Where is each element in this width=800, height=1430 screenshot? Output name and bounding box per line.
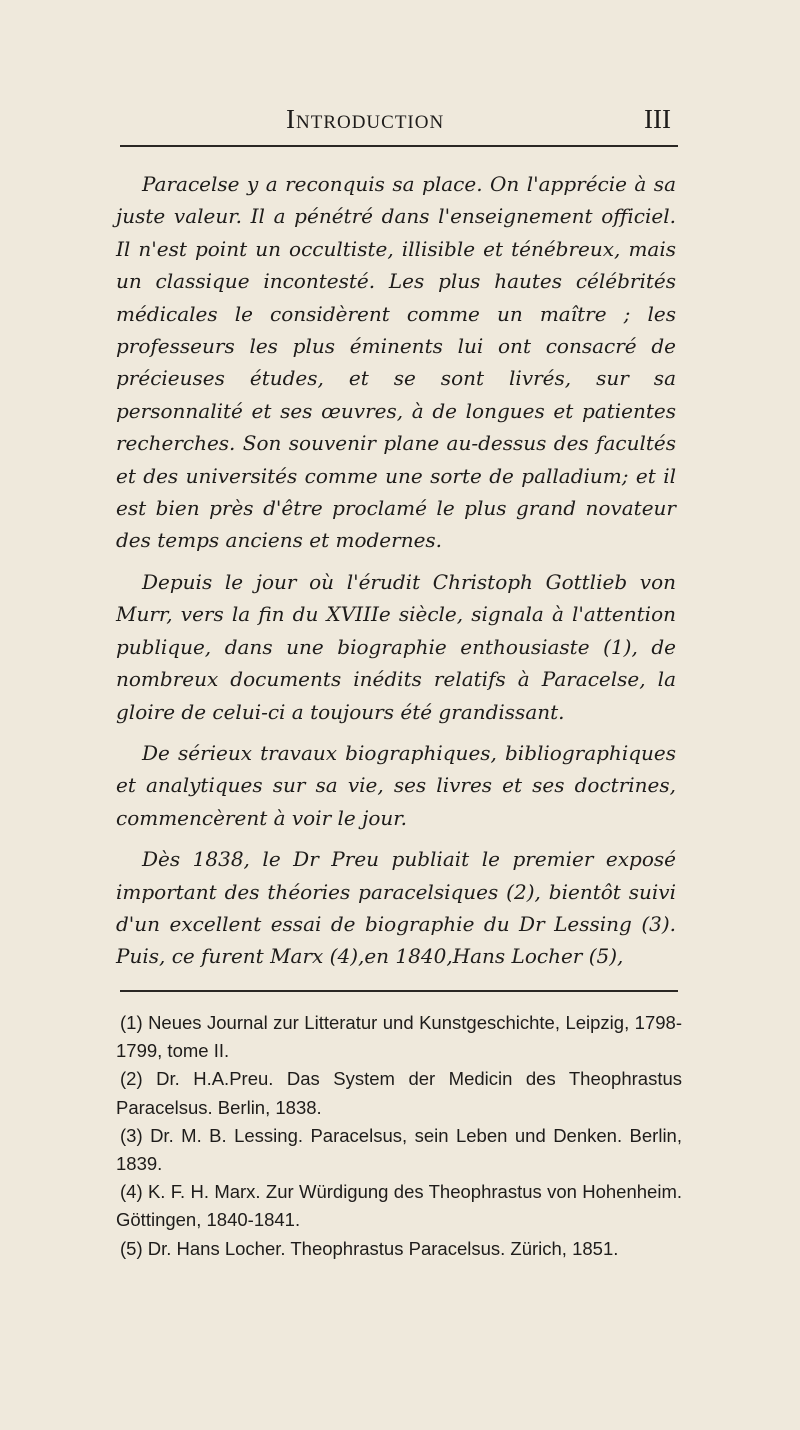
page-number: III <box>644 104 671 134</box>
header-rule <box>120 145 678 147</box>
paragraph: De sérieux travaux biographiques, bibliographiques et analytiques sur sa vie, ses livres et ses doctrines, commencèrent à voir le jour. <box>116 740 676 830</box>
body-text <box>116 168 676 982</box>
footnote-rule <box>120 990 678 992</box>
paragraph: Depuis le jour où l'érudit Christoph Gottlieb von Murr, vers la fin du XVIIIe siècle, signala à l'attention publique, dans une biographie enthousiaste (1), de nombreux documents inédits relatifs à Paracelse, la gloire de celui-ci a toujours été grandissant. <box>116 569 676 724</box>
running-head <box>78 104 681 144</box>
running-head-title: Introduction <box>286 104 445 134</box>
footnotes <box>116 1009 682 1263</box>
footnote: (4) K. F. H. Marx. Zur Würdigung des Theophrastus von Hohenheim. Göttingen, 1840-1841. <box>116 1181 682 1231</box>
footnote: (3) Dr. M. B. Lessing. Paracelsus, sein Leben und Denken. Berlin, 1839. <box>116 1124 682 1175</box>
footnote: (1) Neues Journal zur Litteratur und Kunstgeschichte, Leipzig, 1798-1799, tome II. <box>116 1012 682 1062</box>
paragraph: Dès 1838, le Dr Preu publiait le premier exposé important des théories paracelsiques (2), bientôt suivi d'un excellent essai de biographie du Dr Lessing (3). Puis, ce furent Marx (4),en 1840,Hans Locher (5), <box>116 847 676 969</box>
paragraph: Paracelse y a reconquis sa place. On l'apprécie à sa juste valeur. Il a pénétré dans l'enseignement officiel. Il n'est point un occultiste, illisible et ténébreux, mais un classique incontesté. Les plus hautes célébrités médicales le considèrent comme un maître ; les professeurs les plus éminents lui ont consacré de précieuses études, et se sont livrés, sur sa personnalité et ses œuvres, à de longues et patientes recherches. Son souvenir plane au-dessus des facultés et des universités comme une sorte de palladium; et il est bien près d'être proclamé le plus grand novateur des temps anciens et modernes. <box>116 172 676 553</box>
footnote: (5) Dr. Hans Locher. Theophrastus Paracelsus. Zürich, 1851. <box>120 1237 619 1259</box>
footnote: (2) Dr. H.A.Preu. Das System der Medicin des Theophrastus Paracelsus. Berlin, 1838. <box>116 1068 682 1118</box>
